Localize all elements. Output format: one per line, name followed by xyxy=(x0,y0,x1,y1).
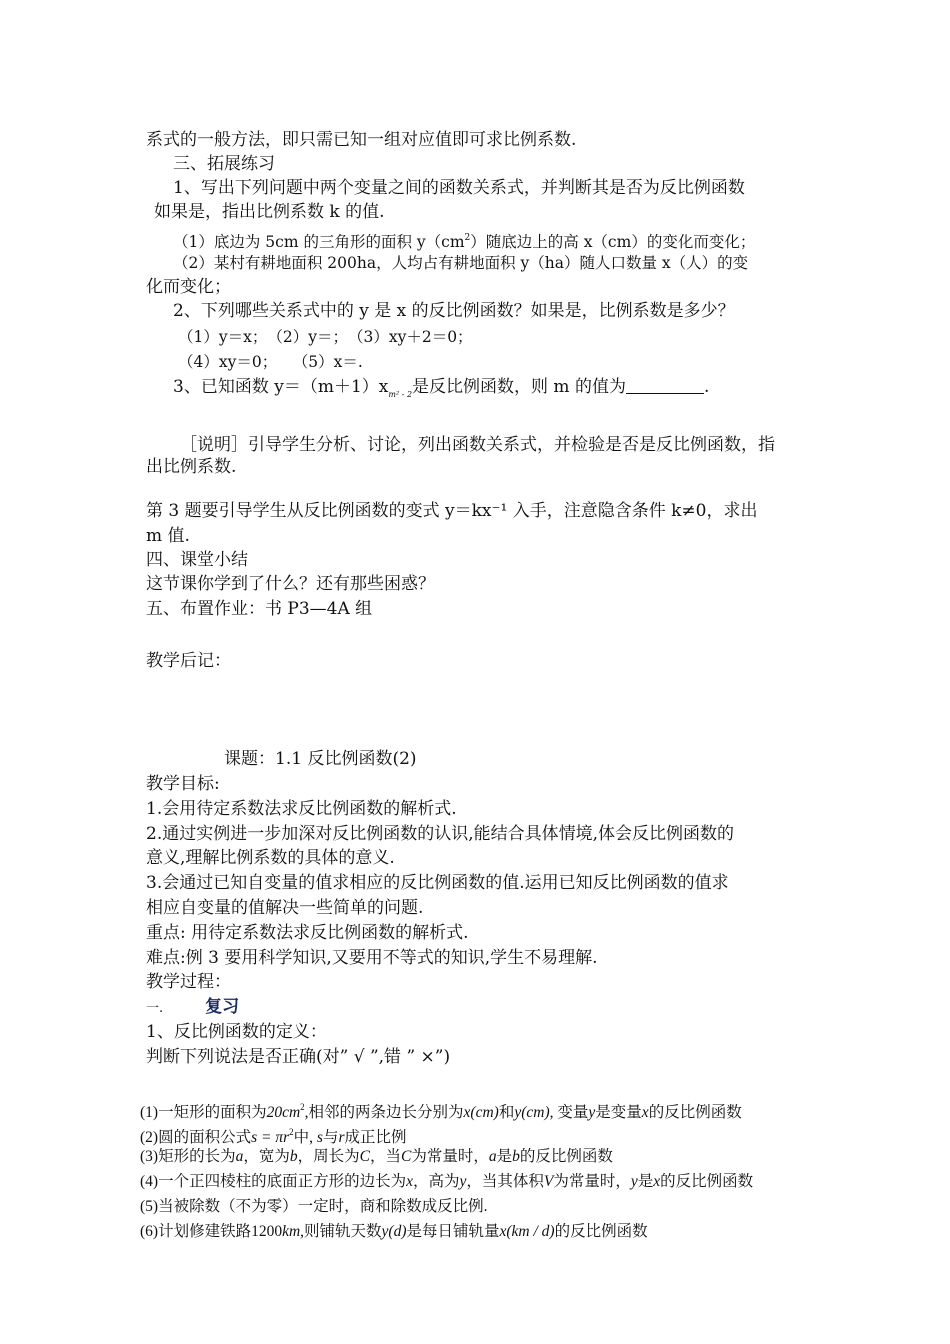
text-line: 教学过程： xyxy=(146,972,231,992)
text-span: 为常量时， xyxy=(411,1148,489,1165)
text-line xyxy=(173,376,709,406)
text-span: 是 xyxy=(496,1148,513,1165)
text-span: 的反比例函数 xyxy=(554,1223,648,1240)
text-span: (1)一矩形的面积为 xyxy=(140,1104,267,1121)
math-span: x(km / d) xyxy=(499,1223,555,1240)
text-span: （1）底边为 5cm 的三角形的面积 y（cm xyxy=(173,233,465,251)
text-span: ,则铺轨天数 xyxy=(300,1223,382,1240)
text-line: 系式的一般方法，即只需已知一组对应值即可求比例系数. xyxy=(146,130,577,150)
math-span: b xyxy=(512,1148,520,1165)
math-span: x xyxy=(406,1173,413,1190)
text-span: 中, xyxy=(293,1129,317,1146)
text-span: ，高为 xyxy=(412,1173,460,1190)
text-line: 2、下列哪些关系式中的 y 是 x 的反比例函数？如果是，比例系数是多少？ xyxy=(173,301,735,321)
section-heading: 四、课堂小结 xyxy=(146,550,248,570)
math-span: a xyxy=(235,1148,244,1165)
text-line: 1、写出下列问题中两个变量之间的函数关系式，并判断其是否为反比例函数 xyxy=(173,178,745,198)
text-span: (3)矩形的长为 xyxy=(140,1148,236,1165)
math-span: r xyxy=(338,1129,345,1146)
text-line: （2）某村有耕地面积 200ha，人均占有耕地面积 y（ha）随人口数量 x（人）的变 xyxy=(173,254,749,272)
text-line: 如果是，指出比例系数 k 的值. xyxy=(154,202,385,222)
text-line xyxy=(173,227,755,253)
text-line: 1、反比例函数的定义： xyxy=(146,1022,327,1042)
text-span: 与 xyxy=(322,1129,339,1146)
text-span: ，当 xyxy=(369,1148,401,1165)
text-line: ［说明］引导学生分析、讨论，列出函数关系式，并检验是否是反比例函数，指 xyxy=(180,435,775,455)
text-line: 出比例系数. xyxy=(146,457,237,477)
text-span: 是每日铺轨量 xyxy=(406,1223,500,1240)
text-line: 判断下列说法是否正确(对” √ ”,错 ” ×”) xyxy=(146,1047,451,1067)
text-span: . xyxy=(703,377,710,397)
text-span: 3、已知函数 y＝（m＋1）x xyxy=(173,377,389,397)
text-span: 的反比例函数 xyxy=(660,1173,754,1190)
text-line: 这节课你学到了什么？还有那些困惑？ xyxy=(146,574,435,594)
math-span: C xyxy=(400,1148,412,1165)
math-span: 20cm xyxy=(266,1104,301,1121)
text-line: m 值. xyxy=(146,526,190,546)
lesson-title: 课题：1.1 反比例函数(2) xyxy=(224,749,417,769)
text-span: (2)圆的面积公式 xyxy=(140,1129,252,1146)
math-span: km xyxy=(282,1223,301,1240)
text-line: 教学后记： xyxy=(146,651,231,671)
text-span: 是变量 xyxy=(595,1104,642,1121)
math-span: y(d) xyxy=(381,1223,407,1240)
math-span: V xyxy=(543,1173,554,1190)
math-span: s xyxy=(316,1129,323,1146)
question-3 xyxy=(140,1146,613,1168)
text-line: 3.会通过已知自变量的值求相应的反比例函数的值.运用已知反比例函数的值求 xyxy=(146,873,729,893)
text-line: 第 3 题要引导学生从反比例函数的变式 y＝kx⁻¹ 入手，注意隐含条件 k≠0，求出 xyxy=(146,501,758,521)
text-line: 重点: 用待定系数法求反比例函数的解析式. xyxy=(146,923,469,943)
math-span: y xyxy=(459,1173,467,1190)
text-span: 是反比例函数，则 m 的值为 xyxy=(412,377,626,397)
text-line: 1.会用待定系数法求反比例函数的解析式. xyxy=(146,799,457,819)
math-span: x xyxy=(653,1173,661,1190)
text-line: （4）xy＝0； （5）x＝. xyxy=(178,353,363,371)
math-span: a xyxy=(488,1148,497,1165)
text-span: , 变量 xyxy=(549,1104,589,1121)
superscript: 2 xyxy=(289,1127,294,1137)
section-number: 一. xyxy=(146,1001,164,1016)
math-span: b xyxy=(289,1148,298,1165)
superscript: 2 xyxy=(464,233,471,243)
math-span: x xyxy=(641,1104,649,1121)
text-span: 成正比例 xyxy=(344,1129,407,1146)
text-line: 教学目标: xyxy=(146,774,220,794)
question-6 xyxy=(140,1221,648,1243)
math-span: x(cm) xyxy=(463,1104,499,1121)
superscript: 2 xyxy=(300,1102,305,1112)
text-span: (4)一个正四棱柱的底面正方形的边长为 xyxy=(140,1173,407,1190)
text-line: 相应自变量的值解决一些简单的问题. xyxy=(146,898,424,918)
text-span: 的反比例函数 xyxy=(519,1148,613,1165)
question-2 xyxy=(140,1121,407,1149)
section-heading xyxy=(146,996,239,1020)
text-line: 难点:例 3 要用科学知识,又要用不等式的知识,学生不易理解. xyxy=(146,948,598,968)
subscript: m² - 2 xyxy=(388,390,413,399)
question-1 xyxy=(140,1096,742,1124)
text-span: (6)计划修建铁路1200 xyxy=(140,1223,283,1240)
section-heading: 三、拓展练习 xyxy=(173,154,275,174)
answer-blank xyxy=(626,379,704,394)
math-span: y(cm) xyxy=(514,1104,550,1121)
math-span: y xyxy=(630,1173,638,1190)
text-span: 为常量时， xyxy=(553,1173,631,1190)
question-5: (5)当被除数（不为零）一定时，商和除数成反比例. xyxy=(140,1198,488,1215)
text-span: ，当其体积 xyxy=(466,1173,544,1190)
text-span: 的反比例函数 xyxy=(648,1104,742,1121)
question-4 xyxy=(140,1171,753,1193)
math-span: y xyxy=(588,1104,596,1121)
text-span: ，宽为 xyxy=(243,1148,290,1165)
text-span: ）随底边上的高 x（cm）的变化而变化； xyxy=(470,233,756,251)
text-line: 化而变化； xyxy=(146,277,231,297)
text-span: ,相邻的两条边长分别为 xyxy=(304,1104,464,1121)
text-span: 是 xyxy=(637,1173,654,1190)
text-line: 五、布置作业：书 P3—4A 组 xyxy=(146,599,373,619)
text-line: （1）y＝x； （2）y＝； （3）xy＋2＝0； xyxy=(178,328,473,346)
text-line: 2.通过实例进一步加深对反比例函数的认识,能结合具体情境,体会反比例函数的 xyxy=(146,824,735,844)
text-span: ，周长为 xyxy=(297,1148,360,1165)
text-line: 意义,理解比例系数的具体的意义. xyxy=(146,848,395,868)
section-title: 复习 xyxy=(205,997,240,1017)
math-span: C xyxy=(359,1148,370,1165)
math-span: s = πr xyxy=(251,1129,290,1146)
text-span: 和 xyxy=(498,1104,515,1121)
